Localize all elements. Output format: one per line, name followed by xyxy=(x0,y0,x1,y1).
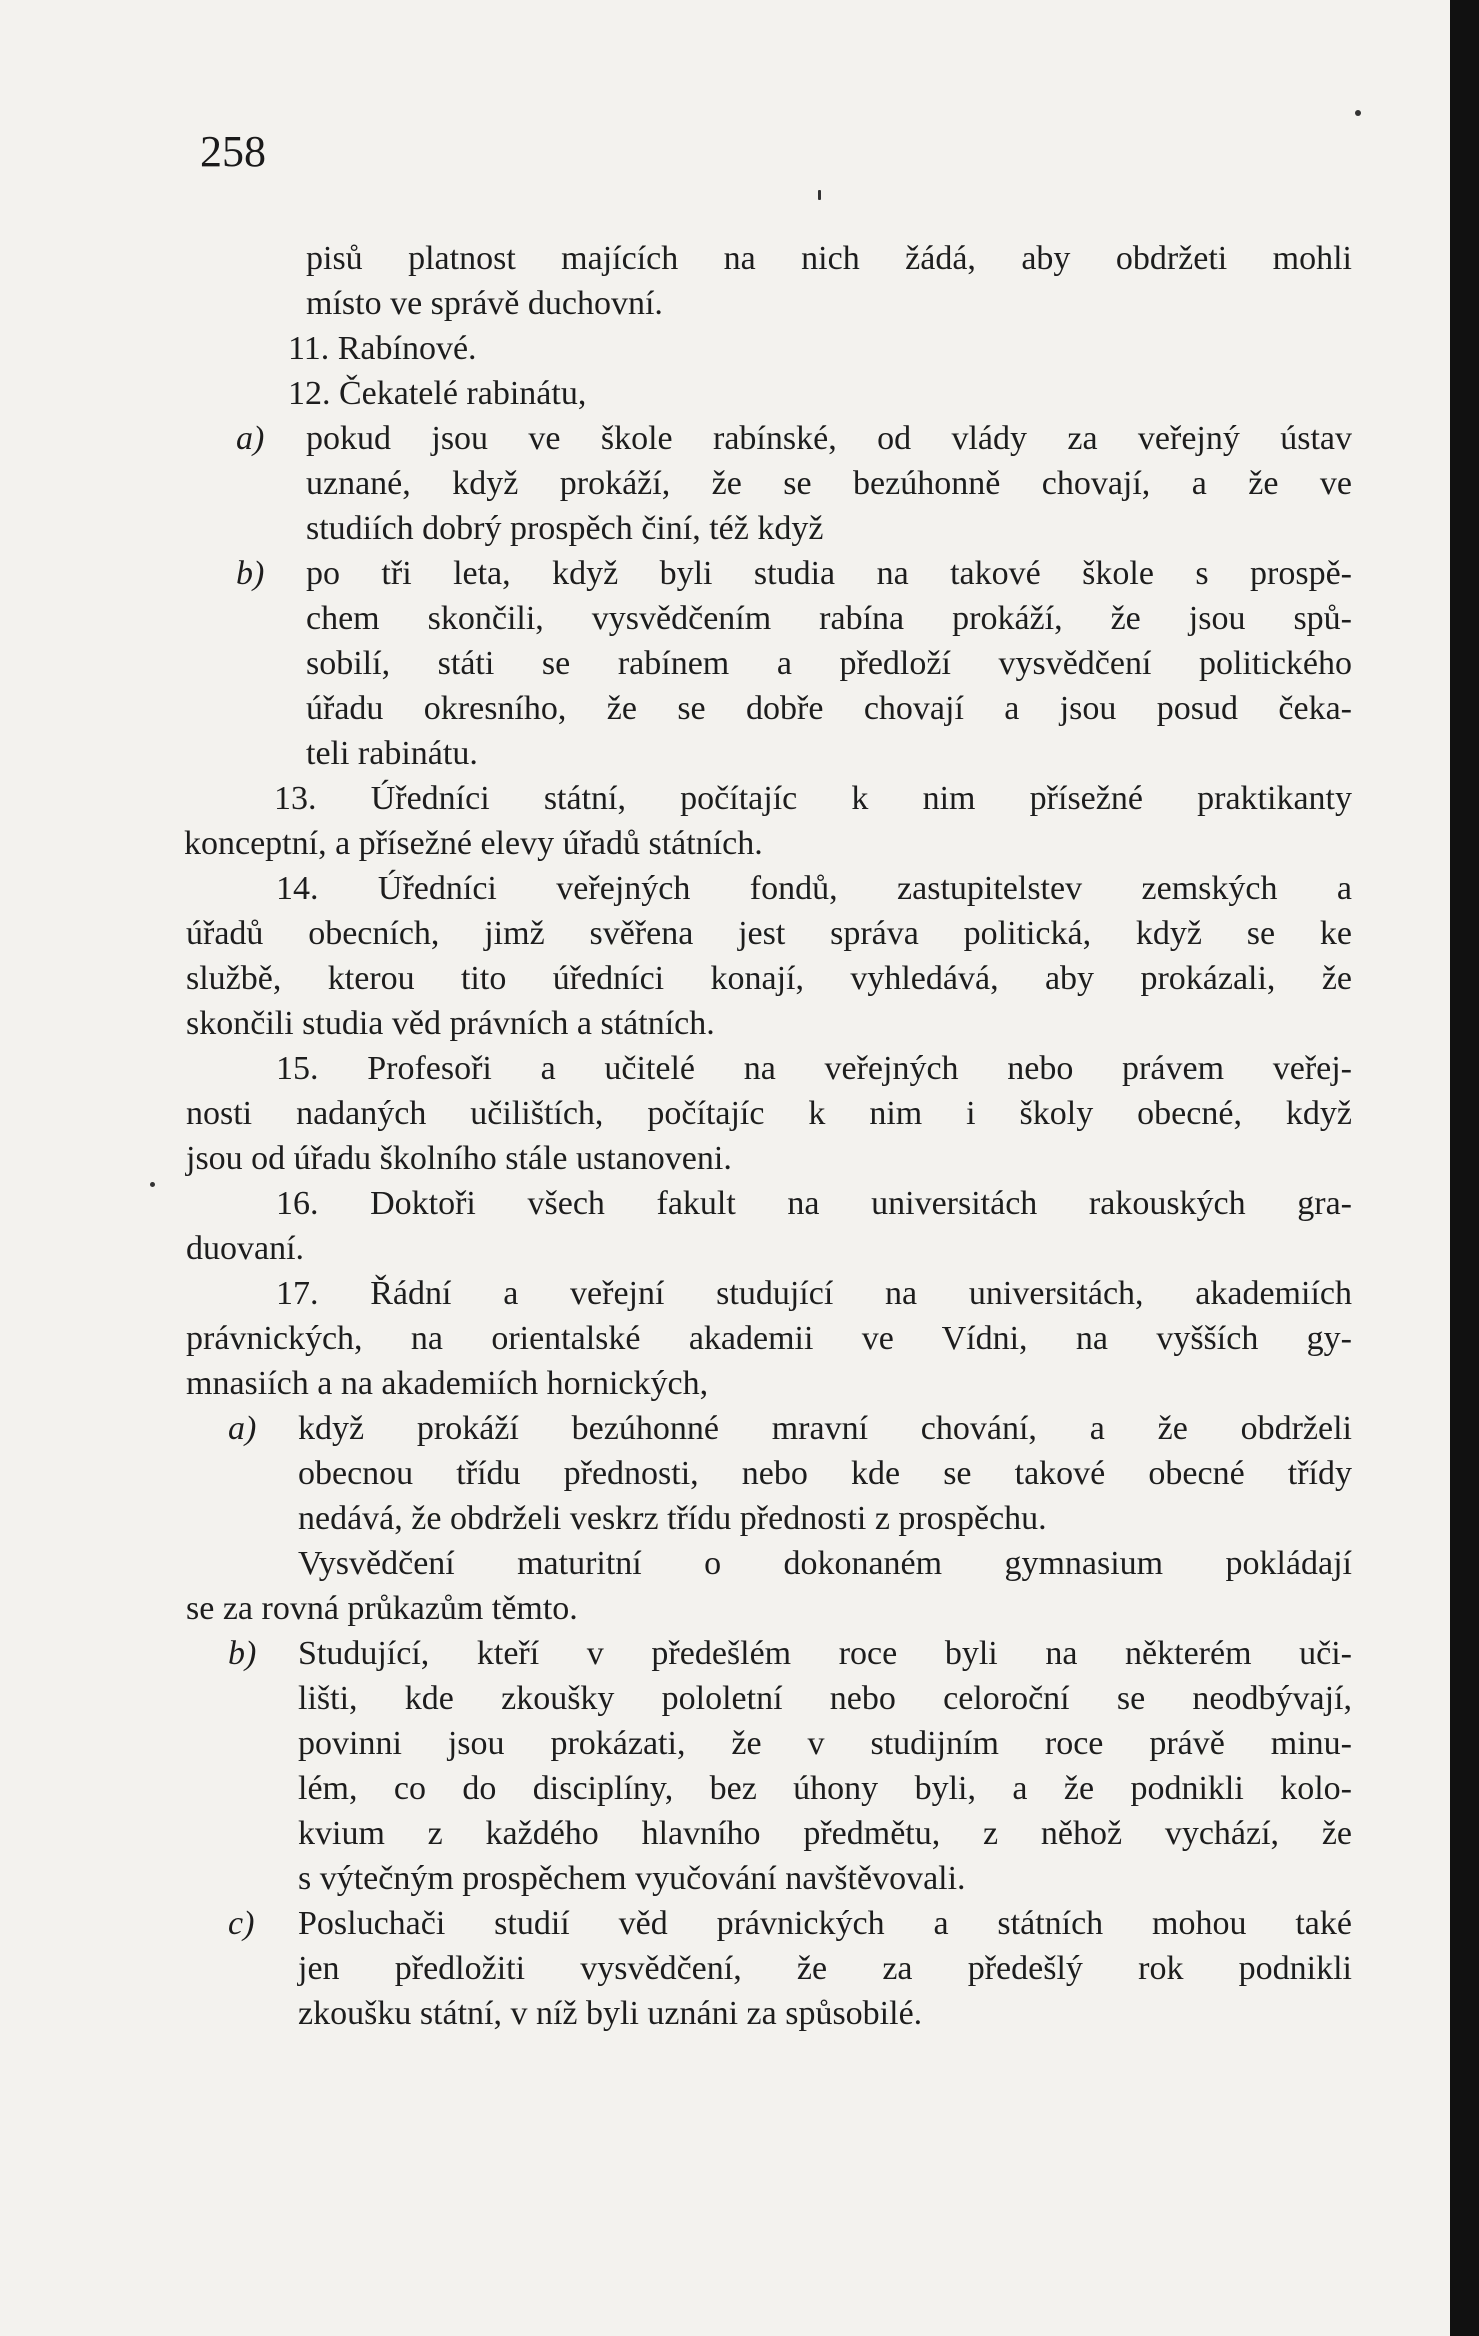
section-12-item-a: a) pokud jsou ve škole rabínské, od vlády za veřejný ústav uznané, když prokáží, že se bezúhonně chovají, a že ve studiích dobrý prospěch činí, též když xyxy=(186,416,1352,551)
item-marker-b: b) xyxy=(228,1635,257,1672)
section-11: 11. Rabínové. xyxy=(288,330,477,367)
section-17-maturity-note: Vysvědčení maturitní o dokonaném gymnasium pokládají se za rovná průkazům těmto. xyxy=(186,1545,1352,1627)
section-17: 17. Řádní a veřejní studující na universitách, akademiích právnických, na orientalské akademii ve Vídni, na vyšších gy- mnasiích a na akademiích hornických, xyxy=(186,1275,1352,1402)
section-13: 13. Úředníci státní, počítajíc k nim přísežné praktikanty konceptní, a přísežné elevy úřadů státních. xyxy=(184,780,1352,862)
section-12: 12. Čekatelé rabinátu, xyxy=(288,375,587,412)
item-marker-b: b) xyxy=(236,555,265,592)
page-body xyxy=(186,236,1352,2036)
section-17-item-a: a) když prokáží bezúhonné mravní chování, a že obdrželi obecnou třídu přednosti, nebo kde se takové obecné třídy nedává, že obdrželi veskrz třídu přednosti z prospěchu. xyxy=(186,1406,1352,1541)
ink-speck xyxy=(150,1182,155,1187)
section-16: 16. Doktoři všech fakult na universitách rakouských gra- duovaní. xyxy=(186,1185,1352,1267)
section-17-item-b: b) Studující, kteří v předešlém roce byli na některém uči- lišti, kde zkoušky pololetní nebo celoroční se neodbývají, povinni jsou prokázati, že v studijním roce právě minu- lém, co do disciplíny, bez úhony byli, a že podnikli kolo- kvium z každého hlavního předmětu, z něhož vychází, že s výtečným prospěchem vyučování navštěvovali. xyxy=(186,1631,1352,1901)
section-12-item-b: b) po tři leta, když byli studia na takové škole s prospě- chem skončili, vysvědčením rabína prokáží, že jsou spů- sobilí, státi se rabínem a předloží vysvědčení politického úřadu okresního, že se dobře chovají a jsou posud čeka- teli rabinátu. xyxy=(186,551,1352,776)
item-marker-a: a) xyxy=(228,1410,257,1447)
item-marker-c: c) xyxy=(228,1905,255,1942)
item-marker-a: a) xyxy=(236,420,265,457)
section-14: 14. Úředníci veřejných fondů, zastupitelstev zemských a úřadů obecních, jimž svěřena jest správa politická, když se ke službě, kterou tito úředníci konají, vyhledává, aby prokázali, že skončili studia věd právních a státních. xyxy=(186,870,1352,1042)
paragraph-continuation: pisů platnost majících na nich žádá, aby obdržeti mohli místo ve správě duchovní. xyxy=(306,240,1352,322)
page-number: 258 xyxy=(200,127,266,176)
scan-edge-bar xyxy=(1450,0,1479,2336)
ink-speck xyxy=(818,190,821,200)
ink-speck xyxy=(1355,110,1361,116)
section-15: 15. Profesoři a učitelé na veřejných nebo právem veřej- nosti nadaných učilištích, počítajíc k nim i školy obecné, když jsou od úřadu školního stále ustanoveni. xyxy=(186,1050,1352,1177)
section-17-item-c: c) Posluchači studií věd právnických a státních mohou také jen předložiti vysvědčení, že za předešlý rok podnikli zkoušku státní, v níž byli uznáni za spůsobilé. xyxy=(186,1901,1352,2036)
